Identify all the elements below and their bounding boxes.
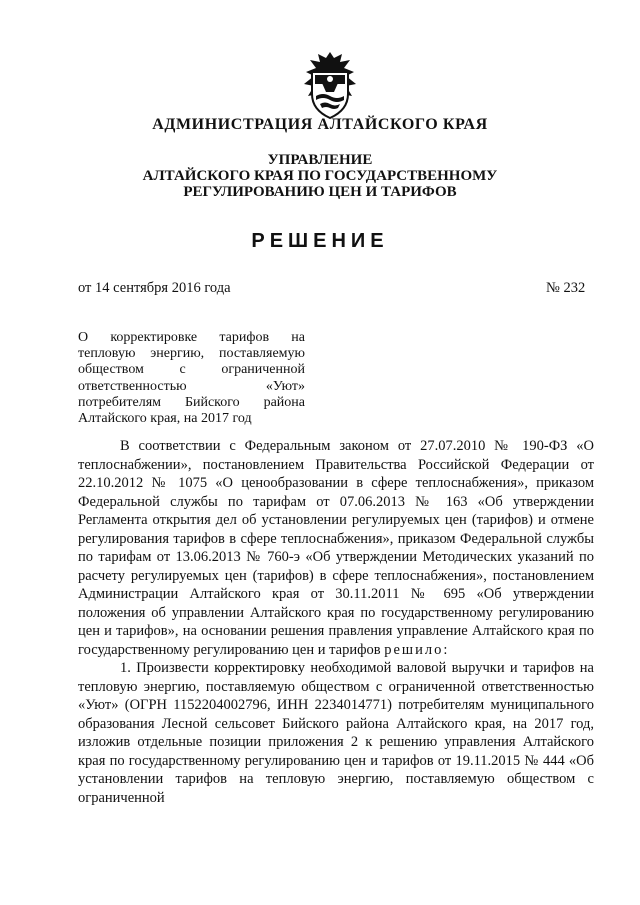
department-line-1: УПРАВЛЕНИЕ [267,152,373,168]
decision-word: решило [384,641,444,658]
department-line-2: АЛТАЙСКОГО КРАЯ ПО ГОСУДАРСТВЕННОМУ [142,168,498,184]
document-subject: О корректировке тарифов на тепловую энергию, поставляемую обществом с ограниченной ответственностью «Уют» потребителям Бийского района Алтайского края, на 2017 год [78,330,305,427]
document-number: № 232 [546,280,586,296]
paragraph-1-text: В соответствии с Федеральным законом от 27.07.2010 № 190-ФЗ «О теплоснабжении», постановлением Правительства Российской Федерации от 22.10.2012 № 1075 «О ценообразовании в сфере теплоснабжения», приказом Федеральной службы по тарифам от 07.06.2013 № 163 «Об утверждении Регламента открытия дел об установлении регулируемых цен (тарифов) и отмене регулирования тарифов в сфере теплоснабжения», приказом Федеральной службы по тарифам от 13.06.2013 № 760-э «Об утверждении Методических указаний по расчету регулируемых цен (тарифов) в сфере теплоснабжения», постановлением Администрации Алтайского края от 30.11.2011 № 695 «Об утверждении положения об управлении Алтайского края по государственному регулированию цен и тарифов», на основании решения правления управление Алтайского края по государственному регулированию цен и тарифов [78,438,594,658]
body-paragraph-1 [78,437,594,659]
department-line-3: РЕГУЛИРОВАНИЮ ЦЕН И ТАРИФОВ [183,184,457,200]
paragraph-1-end: : [443,641,448,658]
administration-title: АДМИНИСТРАЦИЯ АЛТАЙСКОГО КРАЯ [152,116,488,133]
body-paragraph-2: 1. Произвести корректировку необходимой валовой выручки и тарифов на тепловую энергию, поставляемую обществом с ограниченной ответственностью «Уют» (ОГРН 1152204002796, ИНН 2234014771) потребителям муниципального образования Лесной сельсовет Бийского района Алтайского края, на 2017 год, изложив отдельные позиции приложения 2 к решению управления Алтайского края по государственному регулированию цен и тарифов от 19.11.2015 № 444 «Об установлении тарифов на тепловую энергию, поставляемую обществом с ограниченной [78,660,594,806]
coat-of-arms-icon [298,50,362,122]
document-date: от 14 сентября 2016 года [78,280,231,296]
document-type-heading: РЕШЕНИЕ [251,230,389,252]
document-body [78,437,594,807]
department-title [0,152,640,200]
